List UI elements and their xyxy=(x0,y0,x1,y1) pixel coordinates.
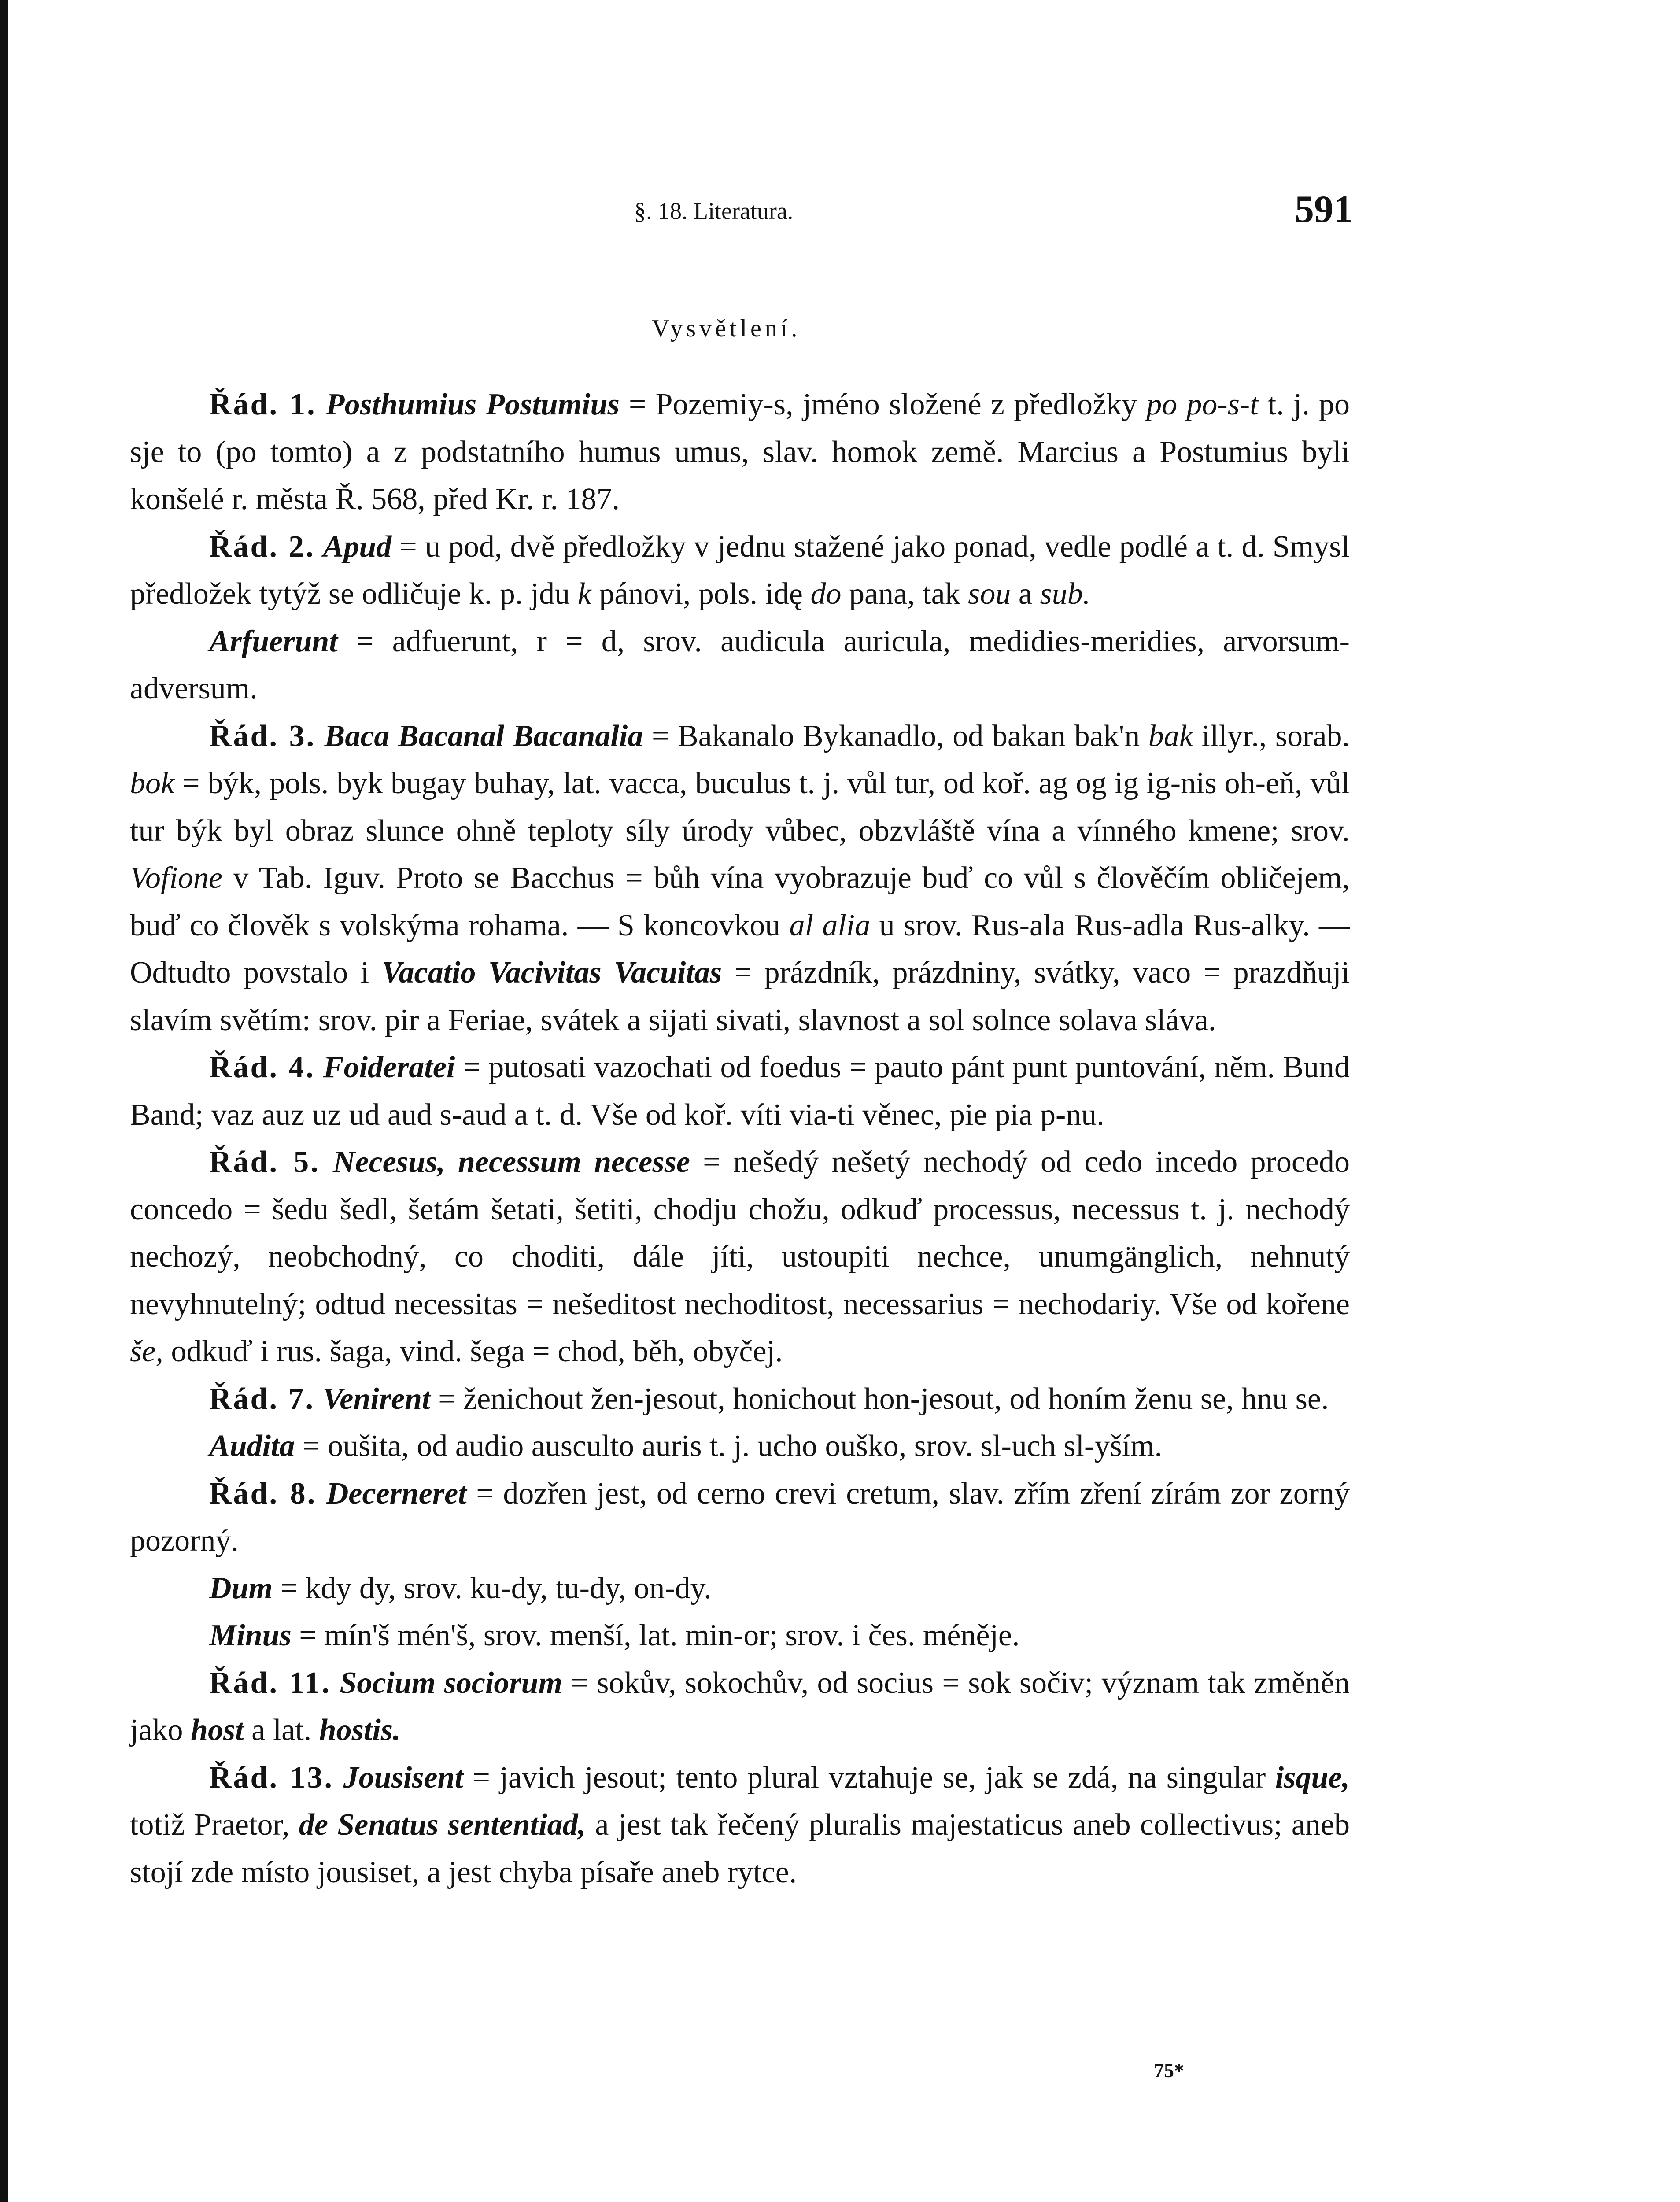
latin-term: Audita xyxy=(209,1429,295,1463)
latin-term: Venirent xyxy=(322,1382,431,1416)
latin-term: Vacatio Vacivitas Vacuitas xyxy=(381,956,722,990)
latin-term: host xyxy=(191,1713,244,1747)
text-run: a jest tak řečený pluralis majestaticus aneb collectivus; aneb stojí zde místo jousiset, a jest chyba písaře aneb rytce. xyxy=(130,1808,1350,1889)
text-run: = sokův, sokochův, od socius = sok sočiv; význam tak změněn jako xyxy=(130,1666,1350,1747)
line-reference-label: Řád. 4. xyxy=(209,1050,315,1084)
line-reference-label: Řád. 1. xyxy=(209,388,317,421)
text-run: a xyxy=(1011,577,1040,611)
paragraph xyxy=(130,1612,1350,1659)
text-run: u srov. Rus-ala Rus-adla Rus-alky. — Odtudto povstalo i xyxy=(130,908,1350,990)
line-reference-label: Řád. 11. xyxy=(209,1666,332,1700)
latin-term: Necesus, necessum necesse xyxy=(333,1145,690,1179)
paragraph xyxy=(130,1754,1350,1896)
signature-mark: 75* xyxy=(1154,2059,1184,2082)
italic-word: k xyxy=(577,577,591,611)
italic-word: al alia xyxy=(789,908,871,942)
text-run: = putosati vazochati od foedus = pauto pánt punt puntování, něm. Bund Band; vaz auz uz ud aud s-aud a t. d. Vše od koř. víti via-ti věnec, pie pia p-nu. xyxy=(130,1050,1350,1132)
line-reference-label: Řád. 13. xyxy=(209,1760,334,1795)
text-run: = ženichout žen-jesout, honichout hon-jesout, od honím ženu se, hnu se. xyxy=(430,1382,1329,1416)
italic-word: še, xyxy=(130,1334,163,1368)
italic-word: bok xyxy=(130,766,175,800)
paragraph xyxy=(130,381,1350,523)
latin-term: Arfuerunt xyxy=(209,624,338,658)
text-run: = prázdník, prázdniny, svátky, vaco = prazdňuji slavím světím: srov. pir a Feriae, svátek a sijati sivati, slavnost a sol solnce solava sláva. xyxy=(130,956,1350,1037)
text-run: = kdy dy, srov. ku-dy, tu-dy, on-dy. xyxy=(272,1571,712,1605)
latin-term: de Senatus sententiad, xyxy=(299,1808,586,1842)
body-text xyxy=(130,381,1350,1896)
section-heading: Vysvětlení. xyxy=(652,315,801,342)
line-reference-label: Řád. 7. xyxy=(209,1382,315,1416)
text-run: = dozřen jest, od cerno crevi cretum, slav. zřím zření zírám zor zorný pozorný. xyxy=(130,1476,1350,1558)
latin-term: Baca Bacanal Bacanalia xyxy=(324,719,643,753)
page-scan-edge xyxy=(0,0,8,2202)
line-reference-label: Řád. 8. xyxy=(209,1476,317,1511)
text-run: a lat. xyxy=(244,1713,319,1747)
text-run: = oušita, od audio ausculto auris t. j. ucho ouško, srov. sl-uch sl-yším. xyxy=(295,1429,1162,1463)
text-run: = u pod, dvě předložky v jednu stažené jako ponad, vedle podlé a t. d. Smysl předložek tytýž se odličuje k. p. jdu xyxy=(130,529,1350,611)
text-run: = Pozemiy-s, jméno složené z předložky xyxy=(619,388,1147,421)
latin-term: Socium sociorum xyxy=(340,1666,563,1700)
text-run: = Bakanalo Bykanadlo, od bakan bak'n xyxy=(643,719,1148,753)
paragraph xyxy=(130,1422,1350,1470)
latin-term: Decerneret xyxy=(326,1476,467,1511)
text-run: t. j. po sje to (po tomto) a z podstatního humus umus, slav. homok země. Marcius a Postumius byli konšelé r. města Ř. 568, před Kr. r. 187. xyxy=(130,388,1350,516)
text-run: illyr., sorab. xyxy=(1193,719,1350,753)
italic-word: Vofione xyxy=(130,861,222,895)
line-reference-label: Řád. 2. xyxy=(209,529,315,564)
text-run: odkuď i rus. šaga, vind. šega = chod, běh, obyčej. xyxy=(163,1334,783,1368)
paragraph xyxy=(130,1044,1350,1138)
text-run: totiž Praetor, xyxy=(130,1808,299,1842)
italic-word: sub. xyxy=(1040,577,1091,611)
latin-term: Minus xyxy=(209,1618,292,1652)
italic-word: bak xyxy=(1148,719,1193,753)
line-reference-label: Řád. 5. xyxy=(209,1145,320,1179)
text-run: = javich jesout; tento plural vztahuje se, jak se zdá, na singular xyxy=(463,1760,1275,1795)
italic-word: sou xyxy=(968,577,1011,611)
paragraph xyxy=(130,523,1350,618)
line-reference-label: Řád. 3. xyxy=(209,719,316,753)
latin-term: isque, xyxy=(1275,1760,1350,1795)
paragraph xyxy=(130,1138,1350,1375)
paragraph xyxy=(130,1375,1350,1423)
latin-term: hostis. xyxy=(319,1713,401,1747)
latin-term: Dum xyxy=(209,1571,273,1605)
text-run: = nešedý nešetý nechodý od cedo incedo procedo concedo = šedu šedl, šetám šetati, šetiti, chodju chožu, odkuď processus, necessus t. j. nechodý nechozý, neobchodný, co choditi, dále jíti, ustoupiti nechce, unumgänglich, nehnutý nevyhnutelný; odtud necessitas = nešeditost nechoditost, necessarius = nechodariy. Vše od kořene xyxy=(130,1145,1350,1321)
text-run: pana, tak xyxy=(841,577,968,611)
page-number: 591 xyxy=(1295,188,1353,231)
paragraph xyxy=(130,618,1350,713)
text-run: = adfuerunt, r = d, srov. audicula auricula, medidies-meridies, arvorsum-adversum. xyxy=(130,624,1350,706)
text-run: = mín'š mén'š, srov. menší, lat. min-or; srov. i čes. méněje. xyxy=(291,1618,1020,1652)
text-run: pánovi, pols. idę xyxy=(591,577,811,611)
latin-term: Posthumius Postumius xyxy=(325,388,620,421)
text-run: v Tab. Iguv. Proto se Bacchus = bůh vína vyobrazuje buď co vůl s člověčím obličejem, buď co člověk s volskýma rohama. — S koncovkou xyxy=(130,861,1350,942)
italic-word: do xyxy=(810,577,842,611)
latin-term: Apud xyxy=(323,529,392,564)
paragraph xyxy=(130,1470,1350,1565)
latin-term: Jousisent xyxy=(343,1760,463,1795)
running-header: §. 18. Literatura. xyxy=(634,198,794,224)
text-run: = býk, pols. byk bugay buhay, lat. vacca, buculus t. j. vůl tur, od koř. ag og ig ig-nis oh-eň, vůl tur býk byl obraz slunce ohně teploty síly úrody vůbec, obzvláště vína a vínného kmene; srov. xyxy=(130,766,1350,848)
paragraph xyxy=(130,1659,1350,1754)
paragraph xyxy=(130,1565,1350,1612)
italic-word: po po-s-t xyxy=(1146,388,1259,421)
latin-term: Foideratei xyxy=(323,1050,455,1084)
paragraph xyxy=(130,713,1350,1044)
